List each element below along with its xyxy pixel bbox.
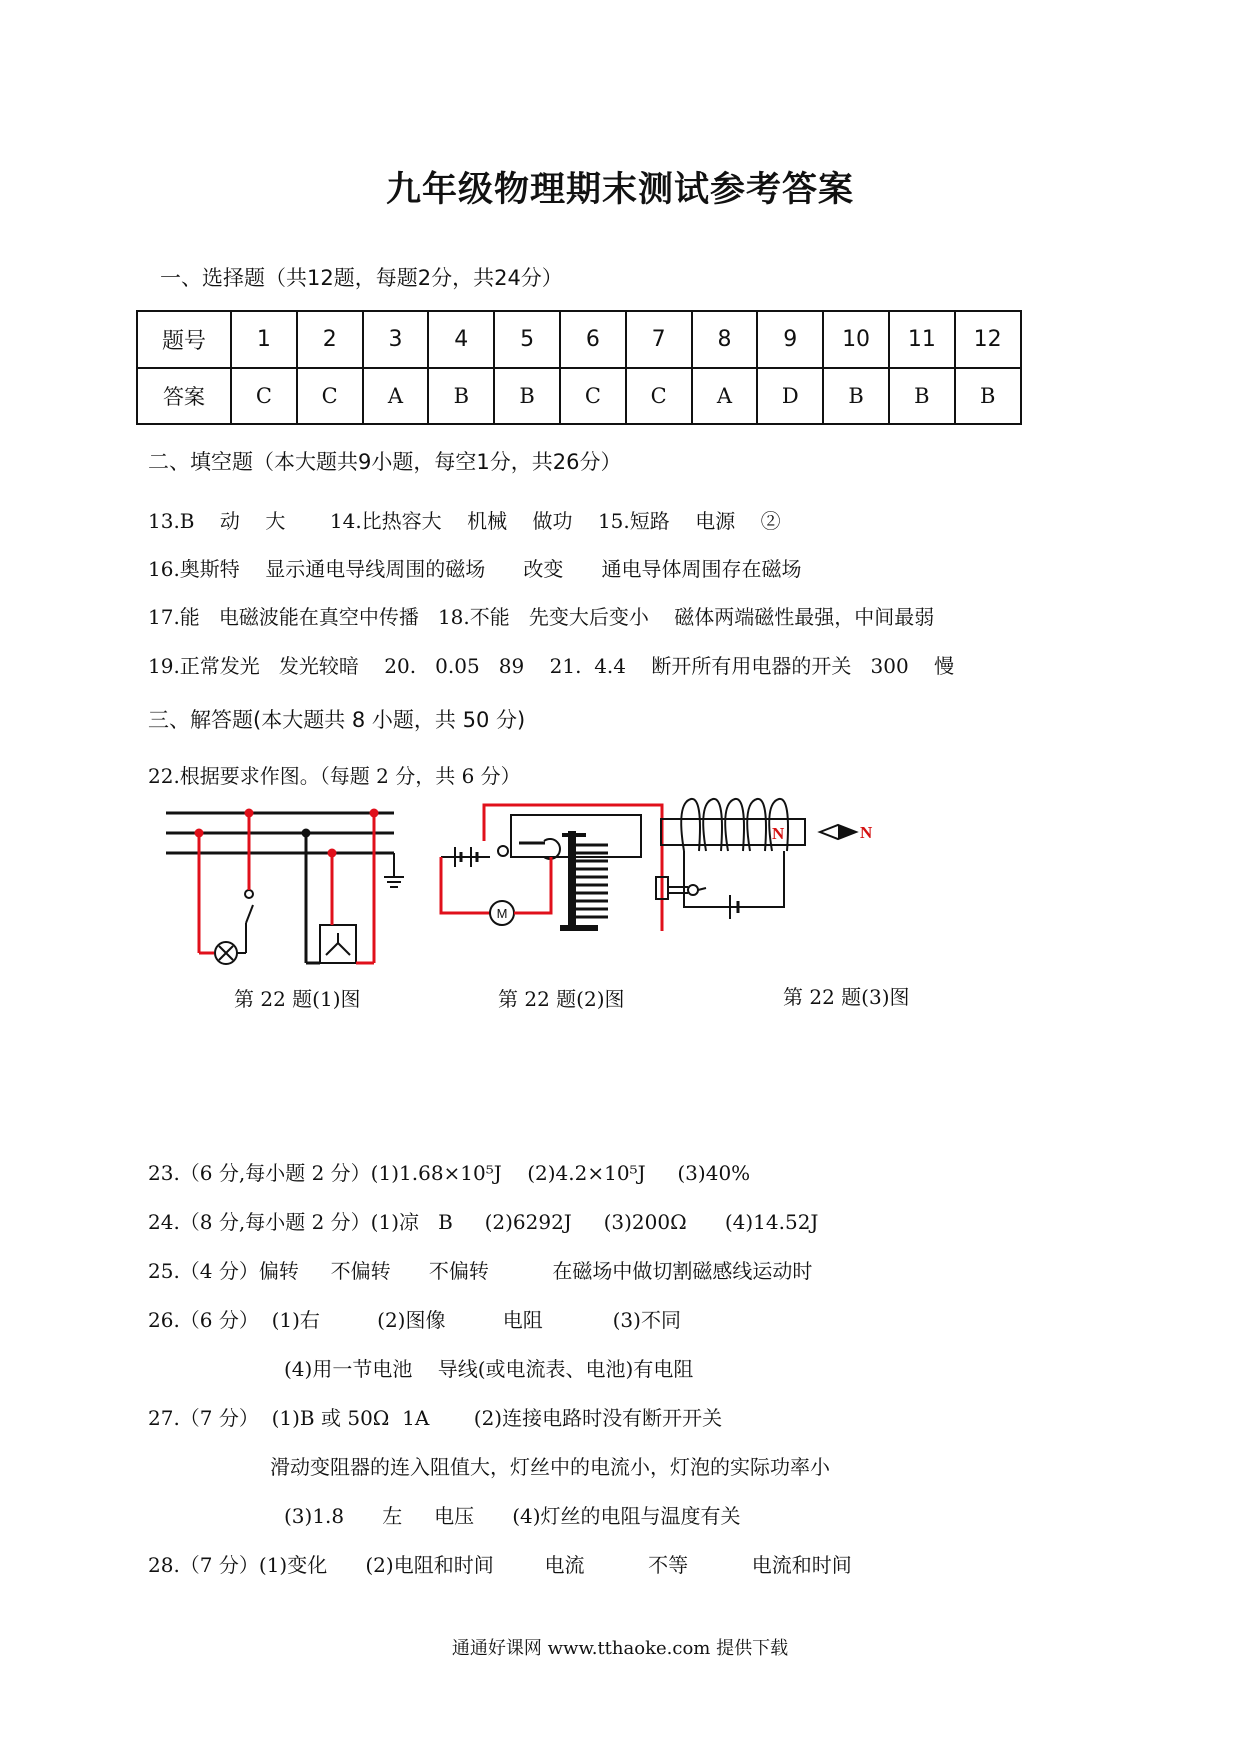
answer-line: (4)用一节电池 导线(或电流表、电池)有电阻 xyxy=(284,1357,694,1381)
answer-line: 16.奥斯特 显示通电导线周围的磁场 改变 通电导体周围存在磁场 xyxy=(148,557,802,581)
figure-22-3-solenoid xyxy=(661,799,873,919)
table-header-cell: 题号 xyxy=(137,311,231,368)
question-number-cell: 9 xyxy=(757,311,823,368)
question-number-cell: 4 xyxy=(428,311,494,368)
motor-label: M xyxy=(496,906,508,921)
answer-cell: B xyxy=(428,368,494,424)
table-header-cell: 答案 xyxy=(137,368,231,424)
section-heading-fill: 二、填空题（本大题共9小题，每空1分，共26分） xyxy=(148,450,622,474)
question-number-cell: 3 xyxy=(363,311,429,368)
answer-cell: C xyxy=(231,368,297,424)
question-number-cell: 1 xyxy=(231,311,297,368)
question-number-cell: 7 xyxy=(626,311,692,368)
figure-22-2-relay xyxy=(441,805,706,931)
question-number-cell: 2 xyxy=(297,311,363,368)
solenoid-north-label: N xyxy=(772,824,785,843)
compass-north-label: N xyxy=(860,823,873,842)
answer-table xyxy=(136,310,1022,425)
question-number-row xyxy=(137,311,1021,368)
question-number-cell: 12 xyxy=(955,311,1021,368)
answer-line: 24.（8 分,每小题 2 分）(1)凉 B (2)6292J (3)200Ω (4)14.52J xyxy=(148,1210,819,1234)
section-heading-choice: 一、选择题（共12题，每题2分，共24分） xyxy=(160,266,563,290)
answer-cell: A xyxy=(363,368,429,424)
answer-cell: B xyxy=(889,368,955,424)
question-number-cell: 11 xyxy=(889,311,955,368)
page-footer: 通通好课网 www.tthaoke.com 提供下载 xyxy=(451,1638,789,1659)
answer-cell: C xyxy=(297,368,363,424)
question-number-cell: 10 xyxy=(823,311,889,368)
page-title: 九年级物理期末测试参考答案 xyxy=(385,170,854,210)
question-number-cell: 5 xyxy=(494,311,560,368)
figure-caption-2: 第 22 题(2)图 xyxy=(498,987,625,1011)
answer-line: 19.正常发光 发光较暗 20. 0.05 89 21. 4.4 断开所有用电器的开关 300 慢 xyxy=(148,654,955,678)
answer-line: (3)1.8 左 电压 (4)灯丝的电阻与温度有关 xyxy=(284,1504,741,1528)
answer-cell: B xyxy=(494,368,560,424)
answer-line: 26.（6 分） (1)右 (2)图像 电阻 (3)不同 xyxy=(148,1308,681,1332)
answer-row xyxy=(137,368,1021,424)
question-22-prompt: 22.根据要求作图。（每题 2 分，共 6 分） xyxy=(148,764,521,788)
answer-cell: D xyxy=(757,368,823,424)
question-number-cell: 8 xyxy=(692,311,758,368)
answer-line: 滑动变阻器的连入阻值大，灯丝中的电流小，灯泡的实际功率小 xyxy=(270,1455,830,1479)
figure-22-diagrams xyxy=(150,795,1030,980)
section-heading-solve: 三、解答题(本大题共 8 小题，共 50 分) xyxy=(148,708,526,732)
answer-cell: B xyxy=(823,368,889,424)
answer-line: 27.（7 分） (1)B 或 50Ω 1A (2)连接电路时没有断开开关 xyxy=(148,1406,723,1430)
question-number-cell: 6 xyxy=(560,311,626,368)
answer-line: 28.（7 分）(1)变化 (2)电阻和时间 电流 不等 电流和时间 xyxy=(148,1553,852,1577)
answer-line: 13.B 动 大 14.比热容大 机械 做功 15.短路 电源 ② xyxy=(148,509,781,533)
figure-22-1-wiring xyxy=(166,809,404,965)
answer-cell: C xyxy=(560,368,626,424)
answer-line: 17.能 电磁波能在真空中传播 18.不能 先变大后变小 磁体两端磁性最强，中间最弱 xyxy=(148,605,935,629)
answer-cell: C xyxy=(626,368,692,424)
figure-caption-3: 第 22 题(3)图 xyxy=(783,985,910,1009)
answer-line: 23.（6 分,每小题 2 分）(1)1.68×10⁵J (2)4.2×10⁵J (3)40% xyxy=(148,1161,751,1185)
figure-caption-1: 第 22 题(1)图 xyxy=(234,987,361,1011)
answer-line: 25.（4 分）偏转 不偏转 不偏转 在磁场中做切割磁感线运动时 xyxy=(148,1259,813,1283)
answer-cell: B xyxy=(955,368,1021,424)
answer-cell: A xyxy=(692,368,758,424)
